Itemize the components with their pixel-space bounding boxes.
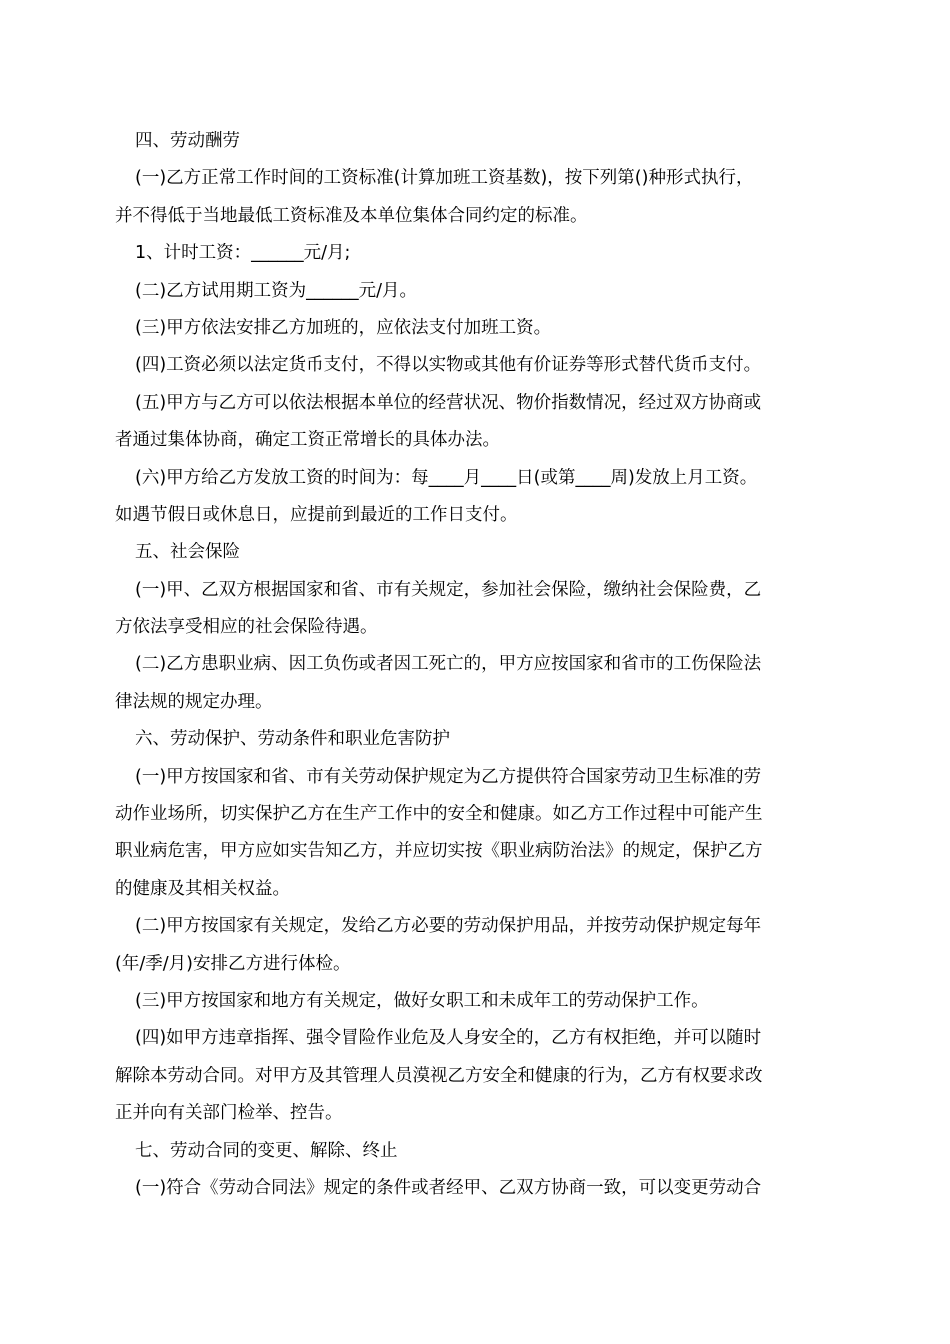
paragraph-line: 方依法享受相应的社会保险待遇。 (115, 617, 378, 638)
paragraph-line: 正并向有关部门检举、控告。 (115, 1103, 343, 1124)
paragraph-line: (四)如甲方违章指挥、强令冒险作业危及人身安全的，乙方有权拒绝，并可以随时 (135, 1028, 762, 1049)
paragraph-line: 动作业场所，切实保护乙方在生产工作中的安全和健康。如乙方工作过程中可能产生 (115, 804, 763, 825)
paragraph-line: 者通过集体协商，确定工资正常增长的具体办法。 (115, 430, 500, 451)
paragraph-line: 律法规的规定办理。 (115, 691, 273, 712)
paragraph-line: (二)乙方患职业病、因工负伤或者因工死亡的，甲方应按国家和省市的工伤保险法 (135, 654, 762, 675)
paragraph-line: (四)工资必须以法定货币支付，不得以实物或其他有价证券等形式替代货币支付。 (135, 355, 762, 376)
paragraph-line: (二)乙方试用期工资为______元/月。 (135, 280, 418, 301)
document-body (115, 123, 840, 1207)
paragraph-line: 的健康及其相关权益。 (115, 878, 290, 899)
paragraph-line: (六)甲方给乙方发放工资的时间为：每____月____日(或第____周)发放上月工资。 (135, 467, 758, 488)
section-heading-remuneration: 四、劳动酬劳 (135, 131, 240, 151)
paragraph-line: 如遇节假日或休息日，应提前到最近的工作日支付。 (115, 504, 518, 525)
paragraph-line: (年/季/月)安排乙方进行体检。 (115, 953, 351, 974)
paragraph-line: (三)甲方按国家和地方有关规定，做好女职工和未成年工的劳动保护工作。 (135, 990, 709, 1011)
paragraph-line: 并不得低于当地最低工资标准及本单位集体合同约定的标准。 (115, 205, 588, 226)
paragraph-line: (一)符合《劳动合同法》规定的条件或者经甲、乙双方协商一致，可以变更劳动合 (135, 1177, 762, 1198)
paragraph-line: 1、计时工资：______元/月; (135, 243, 351, 264)
section-heading-social-insurance: 五、社会保险 (135, 542, 240, 563)
section-heading-labor-protection: 六、劳动保护、劳动条件和职业危害防护 (135, 729, 450, 750)
paragraph-line: (一)乙方正常工作时间的工资标准(计算加班工资基数)，按下列第()种形式执行， (135, 168, 754, 189)
paragraph-line: (五)甲方与乙方可以依法根据本单位的经营状况、物价指数情况，经过双方协商或 (135, 392, 762, 413)
paragraph-line: (一)甲方按国家和省、市有关劳动保护规定为乙方提供符合国家劳动卫生标准的劳 (135, 766, 762, 787)
paragraph-line: 职业病危害，甲方应如实告知乙方，并应切实按《职业病防治法》的规定，保护乙方 (115, 841, 763, 862)
paragraph-line: (三)甲方依法安排乙方加班的，应依法支付加班工资。 (135, 317, 552, 338)
paragraph-line: 解除本劳动合同。对甲方及其管理人员漠视乙方安全和健康的行为，乙方有权要求改 (115, 1065, 763, 1086)
paragraph-line: (一)甲、乙双方根据国家和省、市有关规定，参加社会保险，缴纳社会保险费，乙 (135, 579, 762, 600)
section-heading-contract-change: 七、劳动合同的变更、解除、终止 (135, 1140, 398, 1161)
paragraph-line: (二)甲方按国家有关规定，发给乙方必要的劳动保护用品，并按劳动保护规定每年 (135, 916, 762, 937)
